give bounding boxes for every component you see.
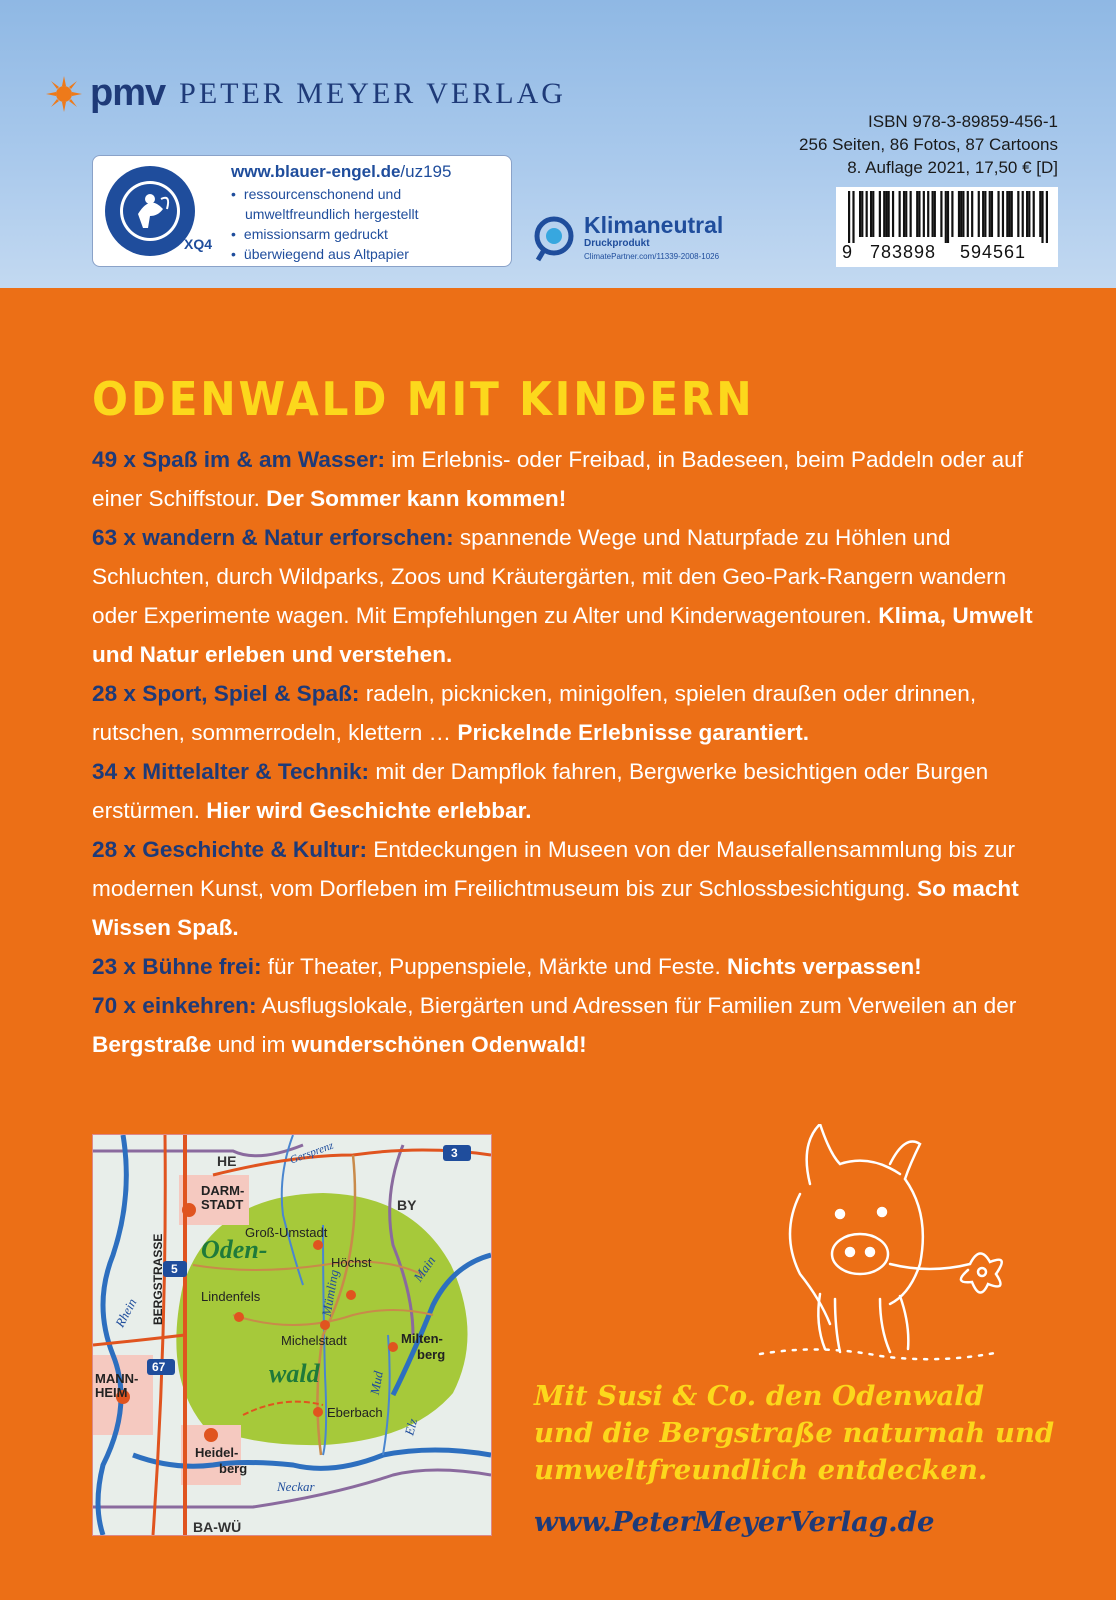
publisher-short: pmv [90,72,166,114]
book-info [799,110,1058,179]
barcode-digit-lead: 9 [842,242,853,262]
map-highway-a5: 5 [171,1262,178,1276]
eco-label-item: • emissionsarm gedruckt [231,224,419,244]
map-river-main: Main [410,1253,439,1285]
section-paragraph [92,947,1042,986]
slogan-line: Mit Susi & Co. den Odenwald [534,1380,984,1412]
section-emphasis: Klima, Umwelt und Natur erleben und verstehen. [92,603,1033,667]
section-heading: 34 x Mittelalter & Technik: [92,759,370,784]
map-label-odenwald: Oden- [201,1235,268,1264]
map-town-eberbach: Eberbach [327,1405,383,1420]
map-city-darmstadt: DARM- [201,1183,245,1198]
barcode [836,187,1058,267]
barcode-bars [848,191,1048,243]
map-town-lindenfels: Lindenfels [201,1289,261,1304]
section-paragraph [92,440,1042,518]
section-text: radeln, picknicken, minigolfen, spielen draußen oder drinnen, rutschen, sommerrodeln, klettern … [92,681,977,745]
section-text: Entdeckungen in Museen von der Mausefallensammlung bis zur modernen Kunst, vom Dorfleben im Freilichtmuseum bis zur Schlossbesichtigung. [92,837,1016,901]
slogan-line: und die Bergstraße naturnah und [534,1417,1055,1449]
page-title: ODENWALD MIT KINDERN [92,372,755,426]
section-heading: 49 x Spaß im & am Wasser: [92,447,386,472]
section-heading: 28 x Sport, Spiel & Spaß: [92,681,360,706]
eco-label-item: umweltfreundlich hergestellt [245,206,419,222]
climate-reference: ClimatePartner.com/11339-2008-1026 [584,252,720,261]
section-emphasis: Prickelnde Erlebnisse garantiert. [457,720,810,745]
pig-cartoon-illustration [740,1124,1030,1374]
section-emphasis: Bergstraße [92,1032,212,1057]
section-emphasis: wunderschönen Odenwald! [291,1032,587,1057]
section-heading: 28 x Geschichte & Kultur: [92,837,367,862]
map-highway-a3: 3 [451,1146,458,1160]
section-heading: 70 x einkehren: [92,993,257,1018]
map-label-bergstrasse: BERGSTRASSE [151,1233,165,1325]
section-text: für Theater, Puppenspiele, Märkte und Feste. [261,954,728,979]
isbn: ISBN 978-3-89859-456-1 [868,112,1058,131]
publisher-logo [46,72,566,115]
section-text: mit der Dampflok fahren, Bergwerke besichtigen oder Burgen erstürmen. [92,759,989,823]
section-paragraph [92,752,1042,830]
section-emphasis: Nichts verpassen! [727,954,922,979]
map-region-bawu: BA-WÜ [193,1519,242,1535]
section-text: und im [211,1032,292,1057]
eco-label-code: XQ4 [184,236,213,252]
map-highway-a67: 67 [152,1360,166,1374]
section-paragraph [92,830,1042,947]
map-town-gross-umstadt: Groß-Umstadt [245,1225,328,1240]
eco-label-url[interactable] [231,162,451,182]
sun-star-icon [46,76,82,112]
blauer-engel-seal [103,164,197,258]
section-paragraph [92,518,1042,674]
map-city-heidelberg: berg [219,1461,248,1476]
climate-partner-icon [534,216,574,262]
map-river-mud: Mud [366,1369,386,1396]
eco-label-box [92,155,512,267]
map-town-hoechst: Höchst [331,1255,372,1270]
slogan-line: umweltfreundlich entdecken. [534,1454,988,1486]
map-city-miltenberg: berg [417,1347,446,1362]
section-emphasis: Hier wird Geschichte erlebbar. [206,798,532,823]
section-emphasis: Der Sommer kann kommen! [266,486,567,511]
eco-label-item: • ressourcenschonend und [231,184,419,204]
map-city-miltenberg: Milten- [401,1331,443,1346]
map-river-muemling: Mümling [318,1268,342,1318]
map-city-heidelberg: Heidel- [195,1445,239,1460]
section-paragraph [92,986,1042,1064]
map-city-mannheim: HEIM [95,1385,128,1400]
map-city-darmstadt: STADT [201,1197,244,1212]
climate-subtitle: Druckprodukt [584,238,650,249]
section-emphasis: So macht Wissen Spaß. [92,876,1019,940]
map-town-michelstadt: Michelstadt [281,1333,347,1348]
content-text [92,440,1042,1064]
section-paragraph [92,674,1042,752]
map-city-mannheim: MANN- [95,1371,139,1386]
section-text: Ausflugslokale, Biergärten und Adressen für Familien zum Verweilen an der [256,993,1017,1018]
map-label-odenwald: wald [269,1359,320,1388]
climate-title: Klimaneutral [584,212,724,238]
section-text: spannende Wege und Naturpfade zu Höhlen und Schluchten, durch Wildparks, Zoos und Kräutergärten, mit den Geo-Park-Rangern wandern oder Experimente wagen. Mit Empfehlungen zu Alter und Kinderwagentouren. [92,525,1007,628]
map-region-he: HE [217,1153,237,1169]
map-river-neckar: Neckar [277,1479,315,1494]
section-heading: 23 x Bühne frei: [92,954,262,979]
publisher-name: PETER MEYER VERLAG [179,76,566,110]
eco-url-domain: www.blauer-engel.de [231,162,401,181]
section-text: im Erlebnis- oder Freibad, in Badeseen, beim Paddeln oder auf einer Schiffstour. [92,447,1024,511]
eco-label-list [231,184,419,264]
publisher-website-link[interactable]: www.PeterMeyerVerlag.de [534,1506,935,1538]
region-map [92,1134,492,1536]
book-edition: 8. Auflage 2021, 17,50 € [D] [847,158,1058,177]
section-heading: 63 x wandern & Natur erforschen: [92,525,454,550]
map-river-gersprenz: Gersprenz [288,1139,336,1167]
slogan [534,1378,1054,1489]
map-river-elz: Elz [401,1416,421,1437]
barcode-digit-group: 594561 [960,242,1027,262]
map-river-rhein: Rhein [111,1295,140,1330]
eco-url-path: /uz195 [400,162,452,181]
book-details: 256 Seiten, 86 Fotos, 87 Cartoons [799,135,1058,154]
eco-label-item: • überwiegend aus Altpapier [231,244,419,264]
barcode-digit-group: 783898 [870,242,937,262]
map-region-by: BY [397,1197,417,1213]
